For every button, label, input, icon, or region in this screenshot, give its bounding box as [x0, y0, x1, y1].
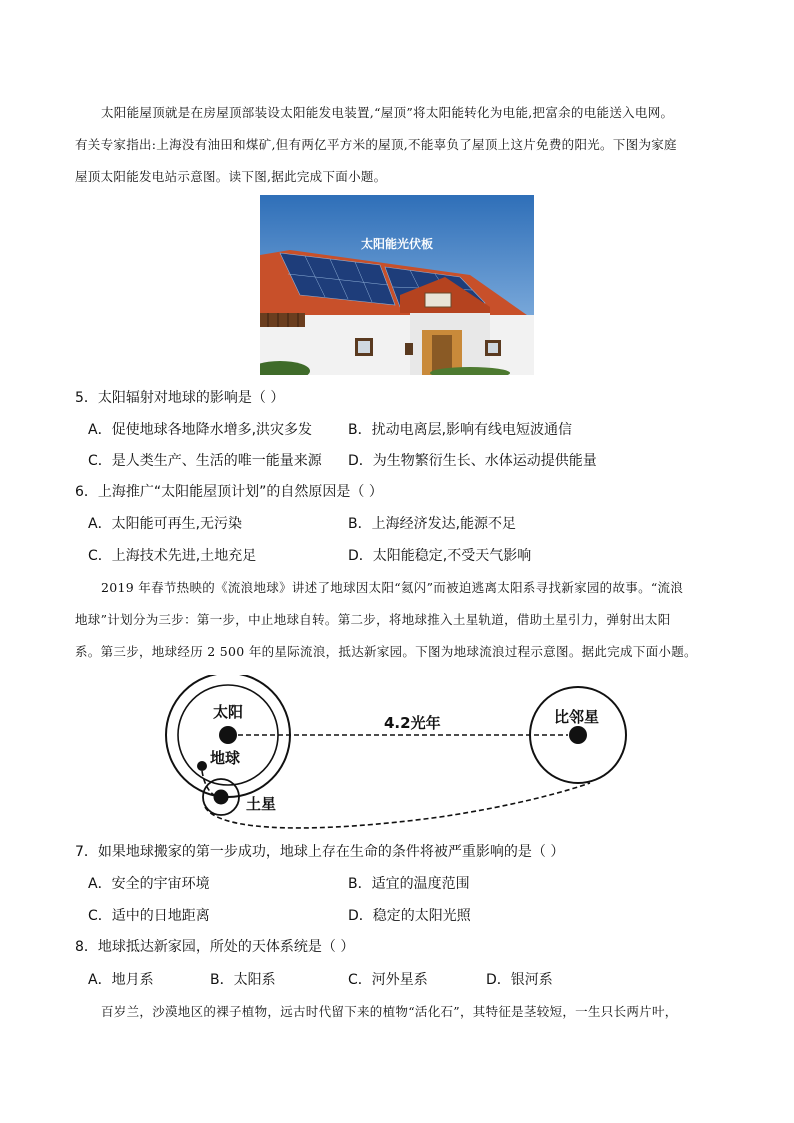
q6-option-c: C．上海技术先进,土地充足 — [88, 548, 257, 564]
intro-paragraph-1 — [75, 97, 725, 193]
q5-option-a: A．促使地球各地降水增多,洪灾多发 — [88, 422, 313, 438]
house-illustration — [260, 195, 534, 375]
intro2-line3: 系。第三步，地球经历 2 500 年的星际流浪，抵达新家园。下图为地球流浪过程示意图。据此完成下面小题。 — [75, 644, 697, 659]
q5-option-b: B．扰动电离层,影响有线电短波通信 — [348, 422, 573, 438]
solar-roof-photo — [260, 195, 534, 375]
q5-option-d: D．为生物繁衍生长、水体运动提供能量 — [348, 453, 597, 469]
question-6-stem: 6．上海推广“太阳能屋顶计划”的自然原因是（ ） — [75, 484, 383, 500]
question-8-stem: 8．地球抵达新家园，所处的天体系统是（ ） — [75, 939, 355, 955]
q7-option-c: C．适中的日地距离 — [88, 908, 210, 924]
earth-dot — [197, 761, 207, 771]
q6-option-b: B．上海经济发达,能源不足 — [348, 516, 517, 532]
q7-option-b: B．适宜的温度范围 — [348, 876, 470, 892]
q8-option-b: B．太阳系 — [210, 972, 276, 988]
intro2-line2: 地球”计划分为三步：第一步，中止地球自转。第二步，将地球推入土星轨道，借助土星引力，弹射出太阳 — [75, 612, 671, 627]
saturn-dot — [214, 790, 229, 805]
q5-option-c: C．是人类生产、生活的唯一能量来源 — [88, 453, 322, 469]
q7-option-d: D．稳定的太阳光照 — [348, 908, 471, 924]
intro3-line1: 百岁兰，沙漠地区的裸子植物，远古时代留下来的植物“活化石”，其特征是茎较短，一生只长两片叶， — [101, 1004, 678, 1019]
q8-option-a: A．地月系 — [88, 972, 154, 988]
intro-paragraph-3 — [75, 996, 725, 1028]
q6-option-a: A．太阳能可再生,无污染 — [88, 516, 243, 532]
saturn-label: 土星 — [246, 795, 277, 813]
distance-label: 4.2光年 — [384, 714, 441, 732]
intro-paragraph-2 — [75, 572, 725, 668]
proxima-dot — [569, 726, 587, 744]
solar-panel-label: 太阳能光伏板 — [360, 237, 433, 251]
intro1-line3: 屋顶太阳能发电站示意图。读下图,据此完成下面小题。 — [75, 169, 387, 184]
q8-option-d: D．银河系 — [486, 972, 553, 988]
question-5-stem: 5．太阳辐射对地球的影响是（ ） — [75, 390, 285, 406]
sun-label: 太阳 — [213, 703, 244, 721]
earth-wandering-diagram — [160, 675, 640, 840]
intro2-line1: 2019 年春节热映的《流浪地球》讲述了地球因太阳“氦闪”而被迫逃离太阳系寻找新家园的故事。“流浪 — [101, 580, 684, 595]
question-7-stem: 7．如果地球搬家的第一步成功，地球上存在生命的条件将被严重影响的是（ ） — [75, 844, 565, 860]
q8-option-c: C．河外星系 — [348, 972, 428, 988]
intro1-line2: 有关专家指出:上海没有油田和煤矿,但有两亿平方米的屋顶,不能辜负了屋顶上这片免费的阳光。下图为家庭 — [75, 137, 677, 152]
intro1-line1: 太阳能屋顶就是在房屋顶部装设太阳能发电装置,“屋顶”将太阳能转化为电能,把富余的电能送入电网。 — [101, 105, 674, 120]
sun-dot — [219, 726, 237, 744]
earth-label: 地球 — [210, 749, 241, 767]
proxima-label: 比邻星 — [554, 708, 600, 726]
q7-option-a: A．安全的宇宙环境 — [88, 876, 210, 892]
q6-option-d: D．太阳能稳定,不受天气影响 — [348, 548, 532, 564]
